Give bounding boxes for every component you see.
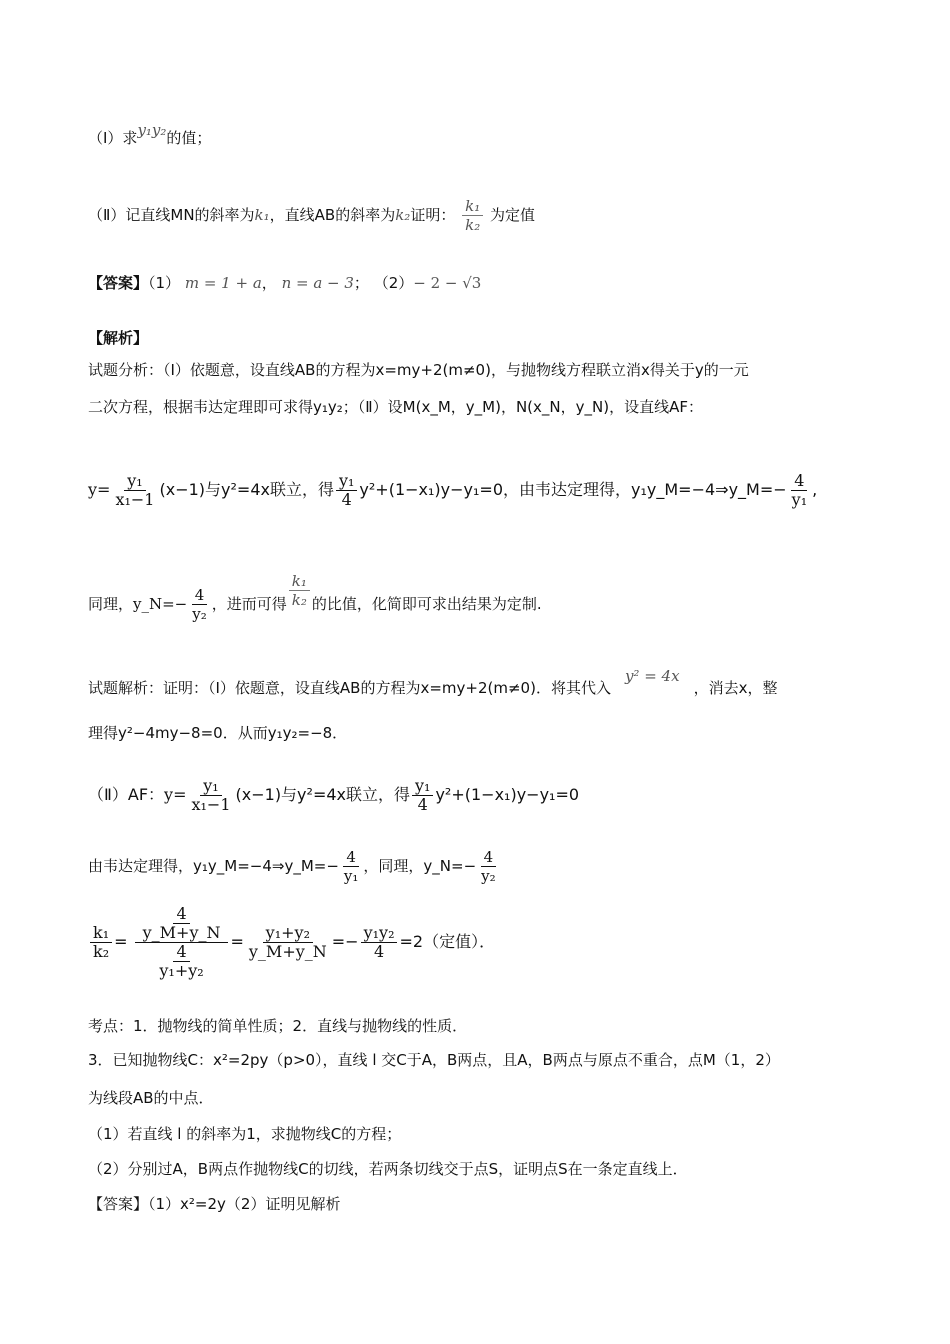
question-ii: （Ⅱ）记直线MN的斜率为k₁，直线AB的斜率为k₂证明： $\frac{\text{k₁}}{\text{k₂}}$ 为定值: [88, 197, 536, 234]
solution-line3: （Ⅱ）AF：y= $\frac{\text{y₁}}{\text{x₁−1}}$ (x−1)与y²=4x联立，得 $\frac{\text{y₁}}{4}$ y²+(1−x₁)y−y₁=0: [88, 776, 580, 814]
y1y2-expr: y₁y₂: [137, 121, 167, 139]
q3-answer: 【答案】（1）x²=2y（2）证明见解析: [88, 1195, 341, 1213]
q3-line1: 3．已知抛物线C：x²=2py（p>0），直线 l 交C于A，B两点，且A，B两点与原点不重合，点M（1，2）: [88, 1051, 780, 1069]
solution-ratio: $\frac{\text{k₁}}{\text{k₂}}$ = $\frac{\frac{4}{y\_M+y\_N}}{\frac{4}{\text{y₁+y₂}}}$ = $\frac{\text{y₁+y₂}}{y\_M+y\_N}$ =− $\frac{\text{y₁y₂}}{4}$ =2（定值）．: [88, 905, 495, 980]
analysis-tag: 【解析】: [88, 329, 149, 347]
solution-line2: 理得y²−4my−8=0．从而y₁y₂=−8．: [88, 724, 348, 742]
k1-over-k2: $\frac{\text{k₁}}{\text{k₂}}$: [462, 197, 483, 234]
analysis-line2: 二次方程，根据韦达定理即可求得y₁y₂；（Ⅱ）设M(x_M，y_M)，N(x_N，y_N)，设直线AF：: [88, 398, 703, 416]
analysis-equation: y= $\frac{\text{y₁}}{\text{x₁−1}}$ (x−1)与y²=4x联立，得 $\frac{\text{y₁}}{4}$ y²+(1−x₁)y−y₁=0，由韦达定理得，y₁y_M=−4⇒y_M=− $\frac{4}{\text{y₁}}$ ,: [88, 471, 818, 509]
q3-line2: 为线段AB的中点．: [88, 1089, 214, 1107]
q3-part2: （2）分别过A，B两点作抛物线C的切线，若两条切线交于点S，证明点S在一条定直线上．: [88, 1160, 688, 1178]
solution-line1: 试题解析：证明：（Ⅰ）依题意，设直线AB的方程为x=my+2(m≠0)．将其代入y² = 4x，消去x，整: [88, 667, 778, 697]
analysis-line1: 试题分析：（Ⅰ）依题意，设直线AB的方程为x=my+2(m≠0)，与抛物线方程联立消x得关于y的一元: [88, 361, 749, 379]
analysis-same: 同理，y_N=− $\frac{4}{\text{y₂}}$ ，进而可得 $\frac{\text{k₁}}{\text{k₂}}$ 的比值，化简即可求出结果为定制.: [88, 572, 542, 623]
question-i: （Ⅰ）求y₁y₂的值；: [88, 121, 212, 147]
q3-part1: （1）若直线 l 的斜率为1，求抛物线C的方程；: [88, 1125, 402, 1143]
answer-line: 【答案】（1） m = 1 + a， n = a − 3； （2）− 2 − √3: [88, 274, 482, 292]
kaodian: 考点：1．抛物线的简单性质；2．直线与抛物线的性质．: [88, 1017, 468, 1035]
solution-line4: 由韦达定理得，y₁y_M=−4⇒y_M=− $\frac{4}{\text{y₁}}$ ，同理，y_N=− $\frac{4}{\text{y₂}}$: [88, 848, 496, 885]
